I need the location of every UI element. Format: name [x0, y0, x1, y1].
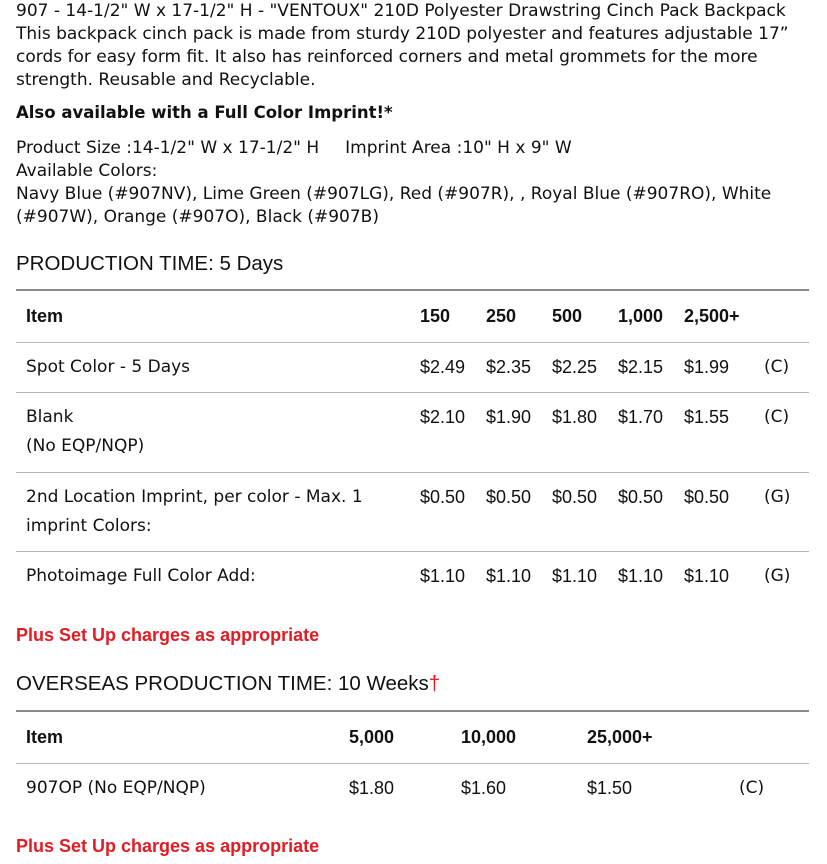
overseas-setup-charges-note: Plus Set Up charges as appropriate [16, 836, 320, 856]
production-time: PRODUCTION TIME: 5 Days [16, 252, 284, 275]
overseas-production-time [16, 672, 440, 696]
price-cell: $2.35 [486, 357, 532, 377]
price-cell: $1.90 [486, 407, 532, 427]
price-cell: $2.10 [420, 407, 466, 427]
row-item: 2nd Location Imprint, per color - Max. 1 imprint Colors: [26, 487, 363, 536]
price-cell: $2.15 [618, 357, 664, 377]
price-cell: $1.60 [461, 778, 507, 798]
price-code: (G) [764, 487, 791, 507]
col-qty: 1,000 [618, 306, 664, 326]
row-item: Spot Color - 5 Days [26, 357, 191, 377]
price-cell: $0.50 [618, 487, 664, 507]
price-code: (C) [739, 778, 765, 798]
full-color-note: Also available with a Full Color Imprint!* [16, 103, 393, 122]
col-qty: 2,500+ [684, 306, 740, 326]
table-row [16, 393, 809, 473]
price-code: (G) [764, 566, 791, 586]
price-cell: $1.10 [684, 566, 730, 586]
price-cell: $1.99 [684, 357, 730, 377]
col-qty: 10,000 [461, 727, 517, 747]
price-cell: $1.80 [349, 778, 395, 798]
col-item: Item [26, 727, 64, 747]
col-item: Item [26, 306, 64, 326]
table-row [16, 764, 809, 814]
price-cell: $0.50 [486, 487, 532, 507]
price-cell: $1.10 [618, 566, 664, 586]
price-cell: $2.25 [552, 357, 598, 377]
overseas-production-time-text: OVERSEAS PRODUCTION TIME: 10 Weeks [16, 672, 429, 695]
price-cell: $1.70 [618, 407, 664, 427]
row-item: Photoimage Full Color Add: [26, 566, 256, 586]
price-cell: $1.80 [552, 407, 598, 427]
setup-charges-note: Plus Set Up charges as appropriate [16, 625, 320, 645]
table-header-row [16, 290, 809, 343]
dagger-mark: † [428, 672, 441, 695]
table-row [16, 473, 809, 552]
price-cell: $0.50 [552, 487, 598, 507]
imprint-area: Imprint Area :10" H x 9" W [345, 138, 572, 158]
product-size: Product Size :14-1/2" W x 17-1/2" H [16, 138, 320, 158]
colors-label: Available Colors: [16, 161, 158, 181]
price-code: (C) [764, 407, 790, 427]
price-cell: $0.50 [420, 487, 466, 507]
price-cell: $2.49 [420, 357, 466, 377]
col-qty: 150 [420, 306, 451, 326]
price-cell: $0.50 [684, 487, 730, 507]
price-cell: $1.50 [587, 778, 633, 798]
product-description: 907 - 14-1/2" W x 17-1/2" H - "VENTOUX" 210D Polyester Drawstring Cinch Pack Backpack This backpack cinch pack is made from sturdy 210D polyester and features adjustable 17” cords for easy form fit. It also has reinforced corners and metal grommets for the more strength. Reusable and Recyclable. [16, 1, 789, 90]
colors-list: Navy Blue (#907NV), Lime Green (#907LG), Red (#907R), , Royal Blue (#907RO), White (#907W), Orange (#907O), Black (#907B) [16, 184, 772, 227]
row-item: 907OP (No EQP/NQP) [26, 778, 206, 798]
col-qty: 25,000+ [587, 727, 653, 747]
price-cell: $1.10 [486, 566, 532, 586]
price-cell: $1.10 [420, 566, 466, 586]
col-qty: 500 [552, 306, 583, 326]
price-cell: $1.55 [684, 407, 730, 427]
price-cell: $1.10 [552, 566, 598, 586]
table-row [16, 552, 809, 602]
col-qty: 250 [486, 306, 517, 326]
overseas-price-table [16, 710, 809, 814]
table-header-row [16, 711, 809, 764]
domestic-price-table [16, 289, 809, 602]
price-code: (C) [764, 357, 790, 377]
row-item: Blank (No EQP/NQP) [26, 407, 145, 456]
product-info [16, 137, 816, 229]
table-row [16, 343, 809, 393]
col-qty: 5,000 [349, 727, 395, 747]
